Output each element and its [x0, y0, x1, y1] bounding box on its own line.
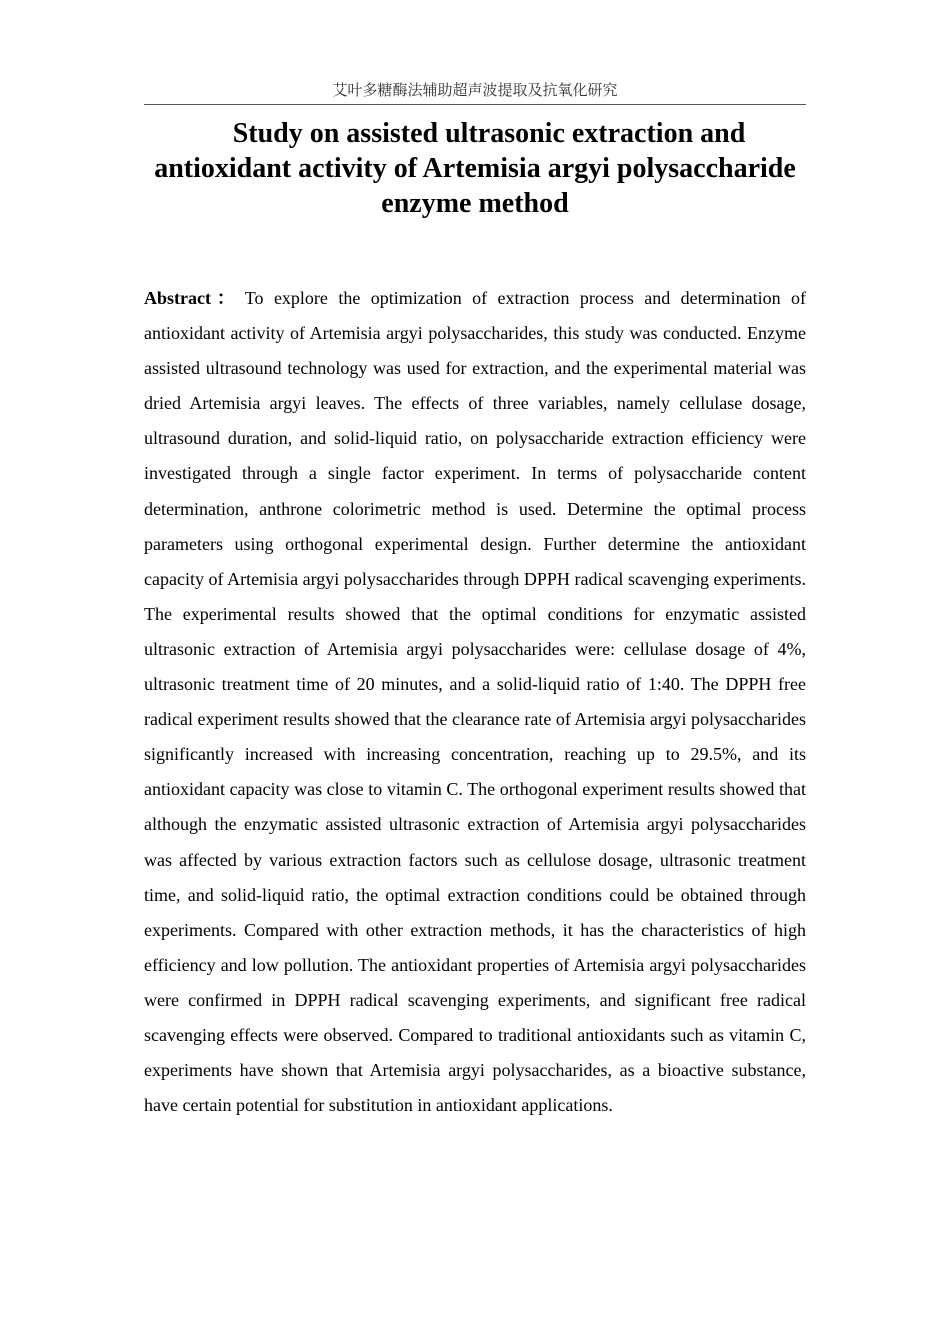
paper-title: Study on assisted ultrasonic extraction and antioxidant activity of Artemisia argyi polysaccharide enzyme method [154, 118, 796, 219]
abstract-colon: ： [210, 288, 241, 308]
running-header: 艾叶多糖酶法辅助超声波提取及抗氧化研究 [332, 81, 618, 99]
abstract-text: To explore the optimization of extraction process and determination of antioxidant activity of Artemisia argyi polysaccharides, this study was conducted. Enzyme assisted ultrasound technology was used for extraction, and the experimental material was dried Artemisia argyi leaves. The effects of three variables, namely cellulase dosage, ultrasound duration, and solid-liquid ratio, on polysaccharide extraction efficiency were investigated through a single factor experiment. In terms of polysaccharide content determination, anthrone colorimetric method is used. Determine the optimal process parameters using orthogonal experimental design. Further determine the antioxidant capacity of Artemisia argyi polysaccharides through DPPH radical scavenging experiments. The experimental results showed that the optimal conditions for enzymatic assisted ultrasonic extraction of Artemisia argyi polysaccharides were: cellulase dosage of 4%, ultrasonic treatment time of 20 minutes, and a solid-liquid ratio of 1:40. The DPPH free radical experiment results showed that the clearance rate of Artemisia argyi polysaccharides significantly increased with increasing concentration, reaching up to 29.5%, and its antioxidant capacity was close to vitamin C. The orthogonal experiment results showed that although the enzymatic assisted ultrasonic extraction of Artemisia argyi polysaccharides was affected by various extraction factors such as cellulose dosage, ultrasonic treatment time, and solid-liquid ratio, the optimal extraction conditions could be obtained through experiments. Compared with other extraction methods, it has the characteristics of high efficiency and low pollution. The antioxidant properties of Artemisia argyi polysaccharides were confirmed in DPPH radical scavenging experiments, and significant free radical scavenging effects were observed. Compared to traditional antioxidants such as vitamin C, experiments have shown that Artemisia argyi polysaccharides, as a bioactive substance, have certain potential for substitution in antioxidant applications. [144, 288, 807, 1116]
abstract-label: Abstract [144, 288, 211, 308]
header-divider [144, 104, 806, 105]
abstract-paragraph [144, 281, 806, 1123]
